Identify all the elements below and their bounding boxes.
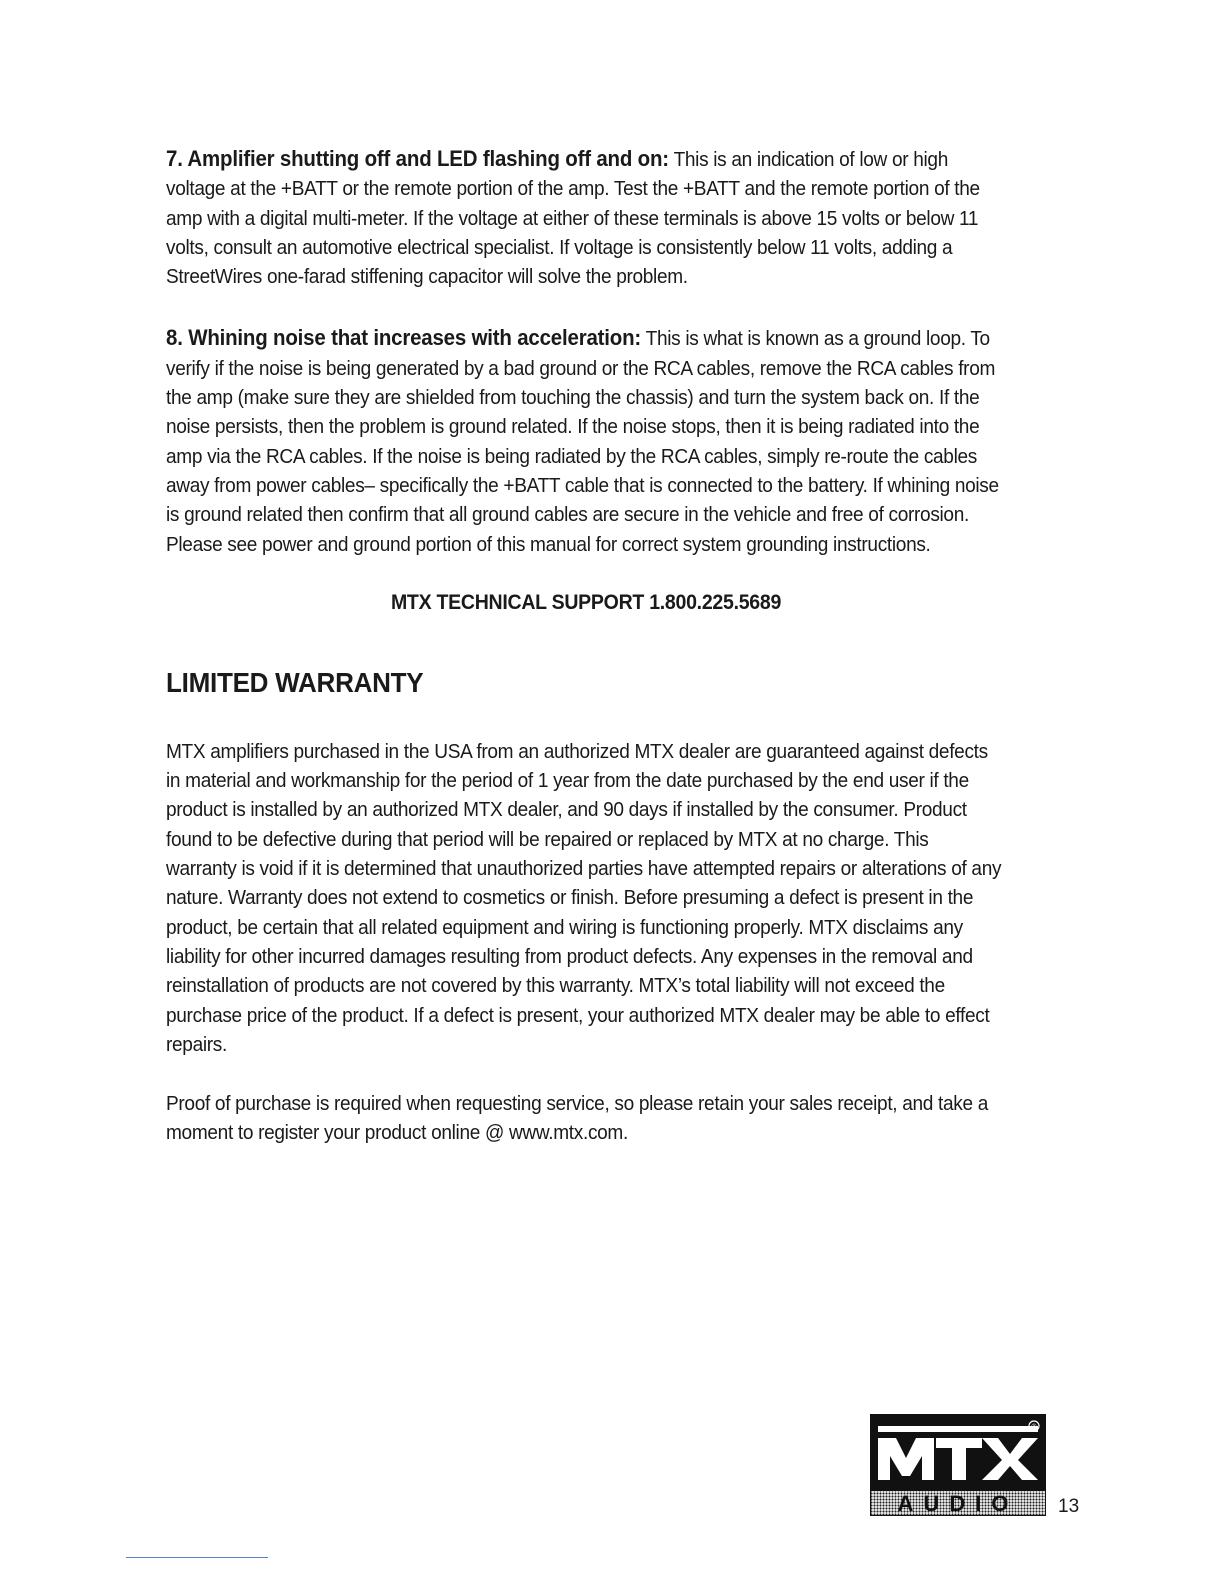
technical-support-line: MTX TECHNICAL SUPPORT 1.800.225.5689 <box>390 590 782 614</box>
registered-mark: ® <box>1031 1424 1037 1431</box>
bottom-rule <box>126 1557 268 1558</box>
item-7-heading: 7. Amplifier shutting off and LED flashing off and on: <box>166 146 669 171</box>
warranty-title: LIMITED WARRANTY <box>166 666 424 698</box>
troubleshooting-item-7 <box>166 144 1003 291</box>
item-8-heading: 8. Whining noise that increases with acceleration: <box>166 325 642 351</box>
troubleshooting-item-8 <box>166 323 1003 558</box>
item-8-text: This is what is known as a ground loop. To verify if the noise is being generated by a bad ground or the RCA cables, remove the RCA cables from the amp (make sure they are shielded from touching the chassis) and turn the system back on. If the noise persists, then the problem is ground related. If the noise stops, then it is being radiated into the amp via the RCA cables. If the noise is being radiated by the RCA cables, simply re-route the cables away from power cables– specifically the +BATT cable that is connected to the battery. If whining noise is ground related then confirm that all ground cables are secure in the vehicle and free of corrosion. Please see power and ground portion of this manual for correct system grounding instructions. <box>166 327 999 556</box>
mtx-audio-logo <box>870 1414 1046 1516</box>
warranty-paragraph-2: Proof of purchase is required when requesting service, so please retain your sales receipt, and take a moment to register your product online @ www.mtx.com. <box>166 1092 989 1145</box>
item-7-text: This is an indication of low or high voltage at the +BATT or the remote portion of the amp. Test the +BATT and the remote portion of the amp with a digital multi-meter. If the voltage at either of these terminals is above 15 volts or below 11 volts, consult an automotive electrical specialist. If voltage is consistently below 11 volts, adding a StreetWires one-farad stiffening capacitor will solve the problem. <box>166 148 980 289</box>
page-content <box>166 144 1006 1148</box>
page-number: 13 <box>1058 1496 1080 1517</box>
warranty-paragraph-1: MTX amplifiers purchased in the USA from an authorized MTX dealer are guaranteed against defects in material and workmanship for the period of 1 year from the date purchased by the end user if the product is installed by an authorized MTX dealer, and 90 days if installed by the consumer. Product found to be defective during that period will be repaired or replaced by MTX at no charge. This warranty is void if it is determined that unauthorized parties have attempted repairs or alterations of any nature. Warranty does not extend to cosmetics or finish. Before presuming a defect is present in the product, be certain that all related equipment and wiring is functioning properly. MTX disclaims any liability for other incurred damages resulting from product defects. Any expenses in the removal and reinstallation of products are not covered by this warranty. MTX’s total liability will not exceed the purchase price of the product. If a defect is present, your authorized MTX dealer may be able to effect repairs. <box>166 739 1002 1056</box>
logo-audio-text: AUDIO <box>897 1491 1019 1516</box>
